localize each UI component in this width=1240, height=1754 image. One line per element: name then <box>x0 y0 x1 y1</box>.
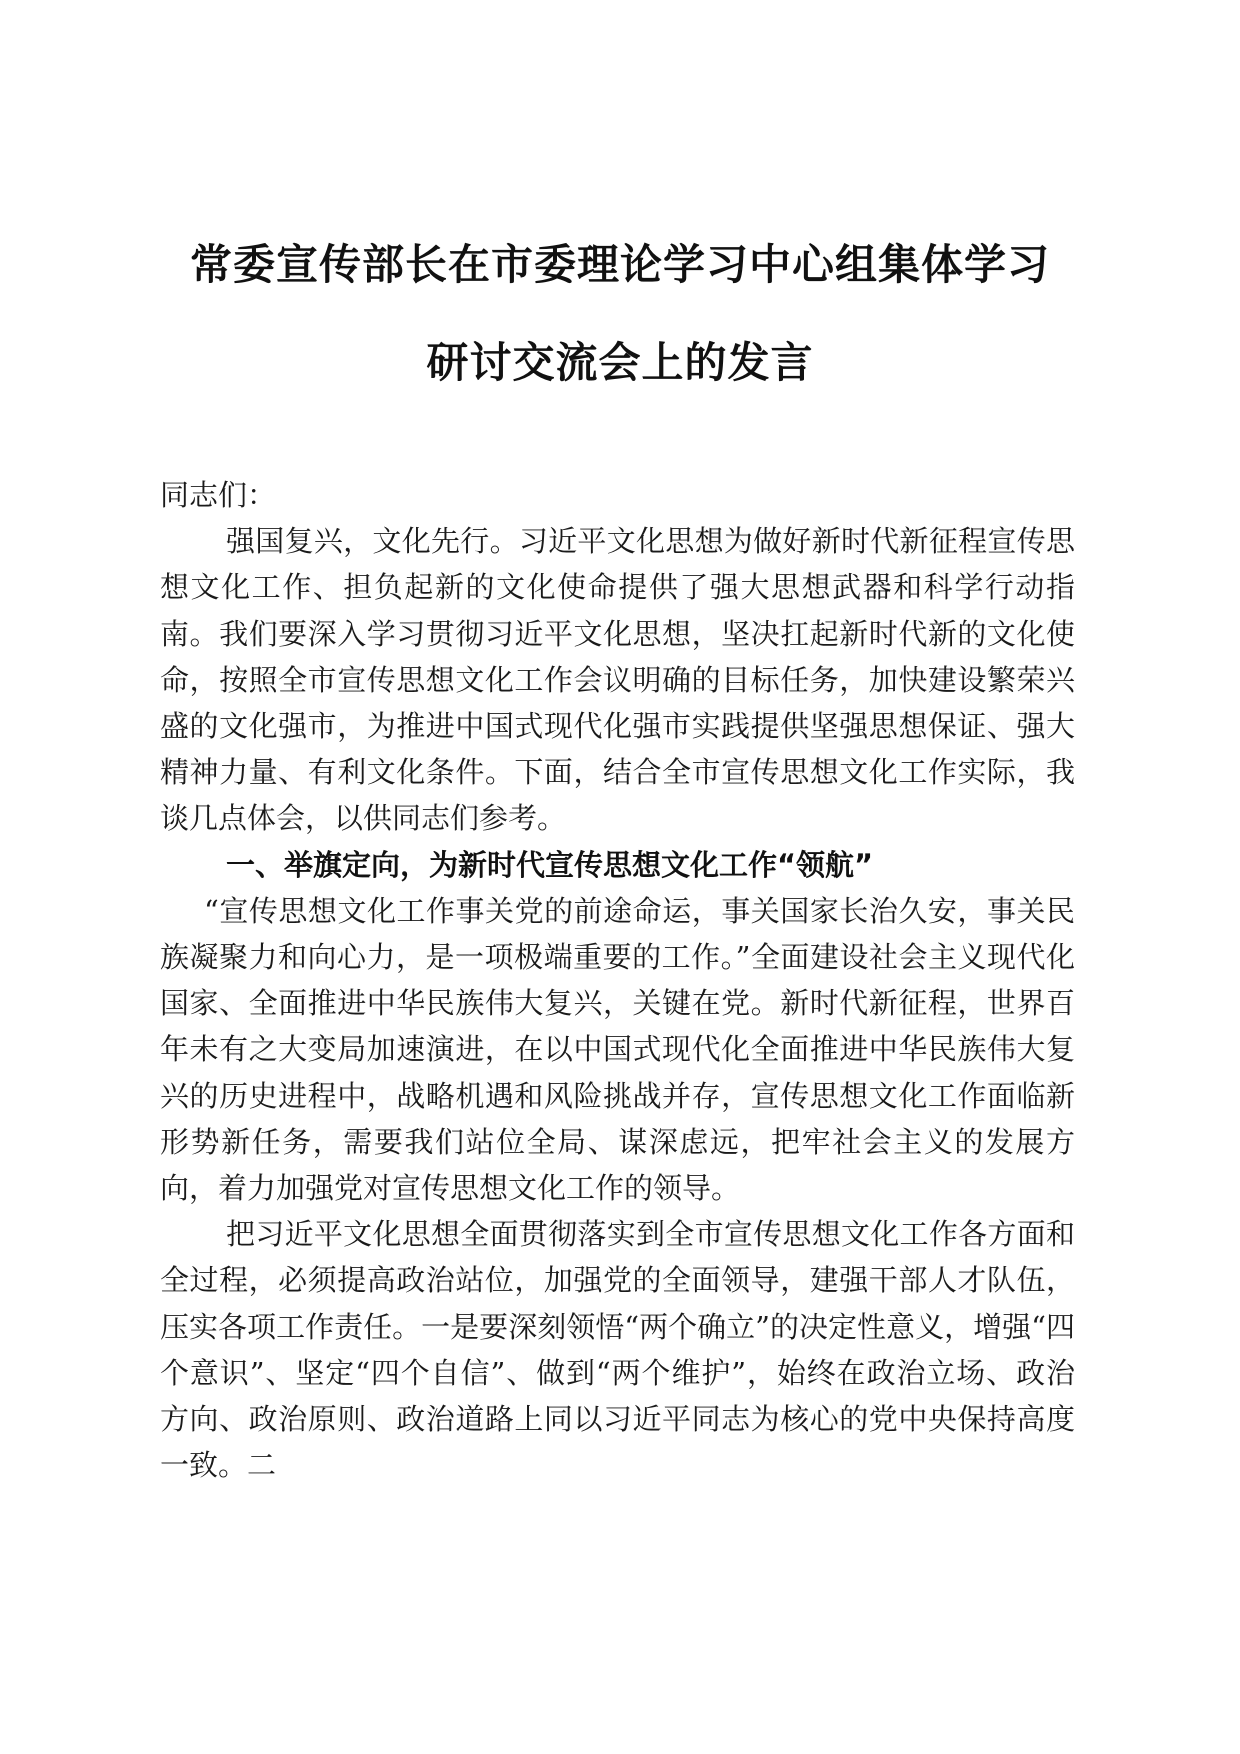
greeting: 同志们： <box>160 478 277 512</box>
document-title-line-2: 研讨交流会上的发言 <box>426 338 814 387</box>
paragraph-implementation: 把习近平文化思想全面贯彻落实到全市宣传思想文化工作各方面和全过程，必须提高政治站位，加强党的全面领导，建强干部人才队伍，压实各项工作责任。一是要深刻领悟“两个确立”的决定性意义，增强“四个意识”、坚定“四个自信”、做到“两个维护”，始终在政治立场、政治方向、政治原则、政治道路上同以习近平同志为核心的党中央保持高度一致。二 <box>160 1217 1075 1483</box>
paragraph-quote: “宣传思想文化工作事关党的前途命运，事关国家长治久安，事关民族凝聚力和向心力，是一项极端重要的工作。”全面建设社会主义现代化国家、全面推进中华民族伟大复兴，关键在党。新时代新征程，世界百年未有之大变局加速演进，在以中国式现代化全面推进中华民族伟大复兴的历史进程中，战略机遇和风险挑战并存，宣传思想文化工作面临新形势新任务，需要我们站位全局、谋深虑远，把牢社会主义的发展方向，着力加强党对宣传思想文化工作的领导。 <box>160 893 1075 1206</box>
paragraph-intro: 强国复兴，文化先行。习近平文化思想为做好新时代新征程宣传思想文化工作、担负起新的文化使命提供了强大思想武器和科学行动指南。我们要深入学习贯彻习近平文化思想，坚决扛起新时代新的文化使命，按照全市宣传思想文化工作会议明确的目标任务，加快建设繁荣兴盛的文化强市，为推进中国式现代化强市实践提供坚强思想保证、强大精神力量、有利文化条件。下面，结合全市宣传思想文化工作实际，我谈几点体会，以供同志们参考。 <box>160 524 1075 836</box>
document-body <box>160 472 1075 1488</box>
section-heading-1: 一、举旗定向，为新时代宣传思想文化工作“领航” <box>226 847 874 882</box>
document-title-line-1: 常委宣传部长在市委理论学习中心组集体学习 <box>189 240 1050 289</box>
